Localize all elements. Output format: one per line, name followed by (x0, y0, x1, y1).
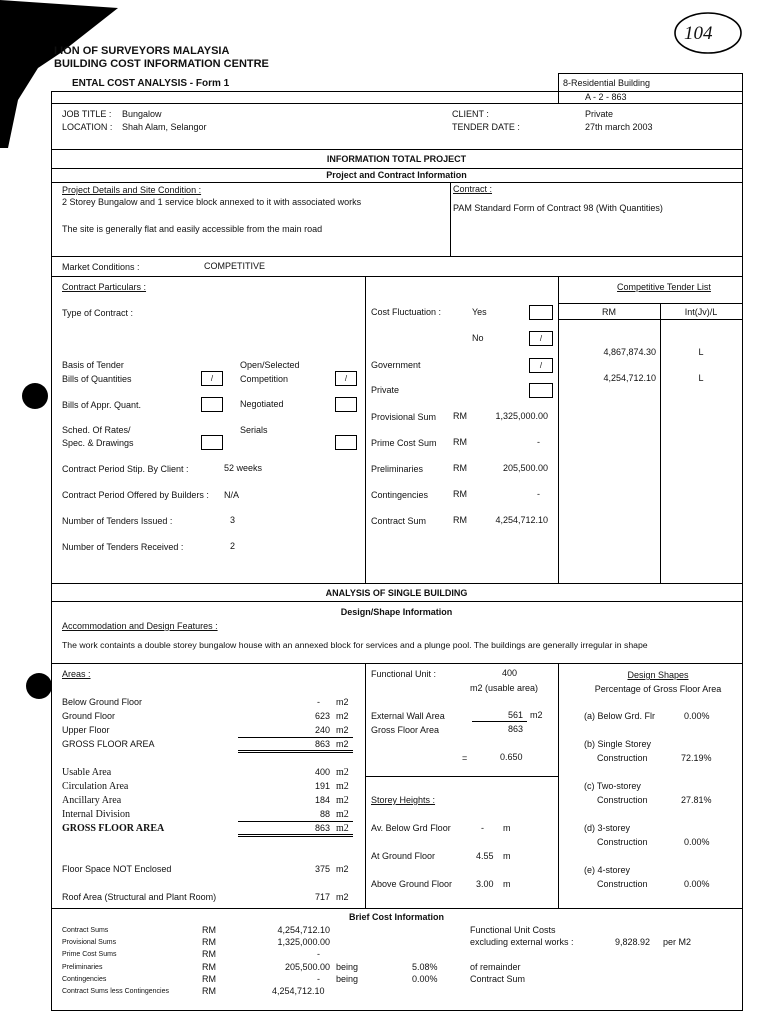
tenders-issued-label: Number of Tenders Issued : (62, 516, 173, 526)
tender-list-heading: Competitive Tender List (617, 282, 711, 292)
fluctuation-yes-checkbox[interactable] (529, 305, 553, 320)
shape-percentage: 72.19% (681, 753, 712, 763)
shape-label: Construction (597, 753, 648, 763)
punch-hole-mark (22, 383, 48, 409)
preliminaries-value: 205,500.00 (502, 463, 548, 473)
market-conditions-value: COMPETITIVE (204, 261, 266, 271)
area-label: GROSS FLOOR AREA (62, 739, 155, 749)
private-checkbox[interactable] (529, 383, 553, 398)
rule (51, 663, 742, 664)
area-value: 863 (314, 739, 330, 749)
brief-row-value: 4,254,712.10 (272, 986, 325, 996)
period-client-value: 52 weeks (224, 463, 263, 473)
shape-label: Construction (597, 837, 648, 847)
brief-row-currency: RM (202, 925, 216, 935)
accommodation-text: The work containts a double storey bungalow house with an annexed block for services and a plunge pool. The buildings are generally irregular in shape (62, 640, 648, 650)
market-conditions-label: Market Conditions : (62, 262, 140, 272)
shape-label: (a) Below Grd. Flr (584, 711, 656, 721)
spec-drawings-label: Spec. & Drawings (62, 438, 134, 448)
areas-heading: Areas : (62, 669, 91, 679)
area-label: Circulation Area (62, 781, 129, 792)
area-value: 240 (314, 725, 330, 735)
contract-form: PAM Standard Form of Contract 98 (With Quantities) (453, 203, 663, 213)
type-of-contract-label: Type of Contract : (62, 308, 134, 318)
functional-unit-label: Functional Unit : (371, 669, 437, 679)
functional-unit-cost-unit: per M2 (663, 937, 692, 947)
design-shapes-subheading: Percentage of Gross Floor Area (594, 684, 722, 694)
prime-cost-sum-value: - (537, 437, 540, 447)
provisional-sum-currency: RM (453, 411, 467, 421)
rule (51, 168, 742, 169)
brief-row-currency: RM (202, 974, 216, 984)
brief-row-label: Provisional Sums (62, 939, 117, 946)
frame-right (742, 73, 743, 1011)
tender-list-col-int: Int(Jv)/L (684, 307, 718, 317)
tender-date: 27th march 2003 (585, 122, 653, 132)
rule (238, 752, 353, 753)
area-value: 184 (314, 795, 330, 805)
area-unit: m2 (336, 697, 349, 707)
shape-percentage: 0.00% (684, 837, 710, 847)
rule (558, 663, 559, 908)
functional-unit-value: 400 (502, 668, 518, 678)
serials-checkbox[interactable] (335, 435, 357, 450)
area-label: Ground Floor (62, 711, 116, 721)
area-label: Below Ground Floor (62, 697, 143, 707)
rule (238, 834, 353, 835)
area-value: 623 (314, 711, 330, 721)
rule (51, 583, 742, 584)
brief-row-label: Contract Sums less Contingencies (62, 988, 169, 995)
org-centre: BUILDING COST INFORMATION CENTRE (54, 58, 269, 70)
shape-percentage: 27.81% (681, 795, 712, 805)
area-label: Upper Floor (62, 725, 110, 735)
category: 8-Residential Building (563, 78, 651, 88)
storey-height-value: 4.55 (476, 851, 494, 861)
area-unit: m2 (336, 892, 349, 902)
accommodation-heading: Accommodation and Design Features : (62, 621, 218, 631)
subsection-project-contract: Project and Contract Information (326, 170, 467, 180)
area-unit: m2 (336, 795, 349, 806)
tenders-received-label: Number of Tenders Received : (62, 542, 184, 552)
rule (365, 663, 366, 908)
storey-height-label: At Ground Floor (371, 851, 436, 861)
brief-row-value: - (317, 949, 320, 959)
rule (472, 721, 527, 722)
contract-sum-value: 4,254,712.10 (495, 515, 548, 525)
area-value: 717 (314, 892, 330, 902)
shape-label: (e) 4-storey (584, 865, 631, 875)
brief-row-currency: RM (202, 986, 216, 996)
brief-row-label: Preliminaries (62, 964, 103, 971)
contingencies-currency: RM (453, 489, 467, 499)
external-wall-label: External Wall Area (371, 711, 445, 721)
gross-floor-area-value: 863 (508, 724, 524, 734)
open-selected-label: Open/Selected (240, 360, 300, 370)
tender-amount: 4,867,874.30 (603, 347, 656, 357)
rule (238, 821, 353, 822)
job-title-label: JOB TITLE : (62, 109, 112, 119)
negotiated-label: Negotiated (240, 399, 284, 409)
client-label: CLIENT : (452, 109, 489, 119)
area-label: Usable Area (62, 767, 112, 778)
shape-label: (b) Single Storey (584, 739, 652, 749)
government-label: Government (371, 360, 421, 370)
storey-heights-heading: Storey Heights : (371, 795, 436, 805)
area-value: - (317, 697, 320, 707)
shape-label: (c) Two-storey (584, 781, 641, 791)
wall-floor-ratio: 0.650 (500, 752, 523, 762)
design-shapes-heading: Design Shapes (627, 670, 689, 680)
provisional-sum-value: 1,325,000.00 (495, 411, 548, 421)
brief-row-currency: RM (202, 937, 216, 947)
form-title: ENTAL COST ANALYSIS - Form 1 (72, 78, 230, 89)
site-condition-text: The site is generally flat and easily accessible from the main road (62, 224, 323, 234)
prime-cost-sum-currency: RM (453, 437, 467, 447)
rule (558, 303, 742, 304)
sched-of-rates-label: Sched. Of Rates/ (62, 425, 131, 435)
area-label: Roof Area (Structural and Plant Room) (62, 892, 217, 902)
functional-unit-cost-label: excluding external works : (470, 937, 574, 947)
cost-fluctuation-label: Cost Fluctuation : (371, 307, 442, 317)
tender-code: L (698, 373, 704, 383)
external-wall-value: 561 (508, 710, 524, 720)
area-unit: m2 (336, 781, 349, 792)
job-title: Bungalow (122, 109, 162, 119)
area-label: Floor Space NOT Enclosed (62, 864, 172, 874)
rule (365, 776, 558, 777)
brief-row-value: 4,254,712.10 (277, 925, 330, 935)
subsection-design-shape: Design/Shape Information (340, 607, 453, 617)
period-builders-label: Contract Period Offered by Builders : (62, 490, 209, 500)
rule (558, 276, 559, 583)
punch-hole-mark (26, 673, 52, 699)
area-label: Internal Division (62, 809, 131, 820)
area-unit: m2 (336, 823, 349, 834)
equals-sign: = (462, 753, 468, 763)
area-unit: m2 (336, 767, 349, 778)
rule (365, 276, 366, 583)
rule (558, 73, 559, 103)
area-label: Ancillary Area (62, 795, 122, 806)
client: Private (585, 109, 614, 119)
brief-cost-heading: Brief Cost Information (348, 912, 444, 922)
rule (51, 1010, 742, 1011)
page-number: 104 (684, 23, 713, 44)
brief-row-percentage: 5.08% (412, 962, 438, 972)
area-label: GROSS FLOOR AREA (62, 823, 165, 834)
prime-cost-sum-label: Prime Cost Sum (371, 438, 437, 448)
rule (51, 182, 742, 183)
project-details-heading: Project Details and Site Condition : (62, 185, 202, 195)
area-unit: m2 (336, 725, 349, 735)
tenders-issued-value: 3 (230, 515, 236, 525)
tenders-received-value: 2 (230, 541, 236, 551)
area-value: 400 (314, 767, 330, 777)
brief-row-being: being (336, 974, 359, 984)
functional-unit-cost-value: 9,828.92 (615, 937, 651, 947)
area-unit: m2 (336, 711, 349, 721)
shape-label: Construction (597, 879, 648, 889)
tender-date-label: TENDER DATE : (452, 122, 520, 132)
brief-row-label: Contract Sums (62, 927, 109, 934)
rule (238, 737, 353, 738)
storey-height-value: 3.00 (476, 879, 494, 889)
fluctuation-no-checkbox[interactable]: / (529, 331, 553, 346)
competition-checkbox[interactable]: / (335, 371, 357, 386)
brief-row-being: being (336, 962, 359, 972)
rule (238, 750, 353, 751)
storey-height-value: - (481, 823, 484, 833)
remainder-label: of remainder (470, 962, 521, 972)
rule (558, 91, 742, 92)
storey-height-unit: m (503, 851, 511, 861)
brief-row-percentage: 0.00% (412, 974, 438, 984)
shape-percentage: 0.00% (684, 711, 710, 721)
contingencies-value: - (537, 489, 540, 499)
area-unit: m2 (336, 739, 349, 749)
competition-label: Competition (240, 374, 289, 384)
bills-appr-quant-label: Bills of Appr. Quant. (62, 400, 142, 410)
area-unit: m2 (336, 864, 349, 874)
section-single-building: ANALYSIS OF SINGLE BUILDING (325, 588, 468, 598)
brief-row-value: - (317, 974, 320, 984)
gross-floor-area-label: Gross Floor Area (371, 725, 440, 735)
rule (660, 303, 661, 583)
tender-list-col-rm: RM (602, 307, 616, 317)
fluctuation-no-label: No (472, 333, 484, 343)
section-total-project: INFORMATION TOTAL PROJECT (326, 154, 467, 164)
contract-heading: Contract : (453, 184, 493, 194)
rule (51, 103, 742, 104)
period-client-label: Contract Period Stip. By Client : (62, 464, 189, 474)
bills-of-quantities-label: Bills of Quantities (62, 374, 132, 384)
brief-row-label: Prime Cost Sums (62, 951, 117, 958)
rule (51, 601, 742, 602)
contingencies-label: Contingencies (371, 490, 429, 500)
brief-row-value: 1,325,000.00 (277, 937, 330, 947)
area-unit: m2 (336, 809, 349, 820)
area-value: 863 (314, 823, 330, 833)
private-label: Private (371, 385, 400, 395)
bills-of-quantities-checkbox[interactable]: / (201, 371, 223, 386)
frame-left (51, 91, 52, 1011)
contract-particulars-heading: Contract Particulars : (62, 282, 147, 292)
shape-label: (d) 3-storey (584, 823, 631, 833)
storey-height-label: Av. Below Grd Floor (371, 823, 451, 833)
brief-row-currency: RM (202, 949, 216, 959)
basis-of-tender-label: Basis of Tender (62, 360, 124, 370)
storey-height-unit: m (503, 823, 511, 833)
storey-height-unit: m (503, 879, 511, 889)
serials-label: Serials (240, 425, 268, 435)
rule (51, 149, 742, 150)
rule (51, 908, 742, 909)
rule (51, 276, 742, 277)
area-value: 375 (314, 864, 330, 874)
government-checkbox[interactable]: / (529, 358, 553, 373)
project-details-text: 2 Storey Bungalow and 1 service block annexed to it with associated works (62, 197, 362, 207)
period-builders-value: N/A (224, 490, 240, 500)
reference-number: A - 2 - 863 (585, 92, 627, 102)
external-wall-unit: m2 (530, 710, 543, 720)
bills-appr-quant-checkbox[interactable] (201, 397, 223, 412)
fluctuation-yes-label: Yes (472, 307, 487, 317)
area-value: 191 (314, 781, 330, 791)
sched-of-rates-checkbox[interactable] (201, 435, 223, 450)
brief-row-currency: RM (202, 962, 216, 972)
functional-unit-desc: m2 (usable area) (470, 683, 539, 693)
rule (558, 319, 742, 320)
org-name: I ION OF SURVEYORS MALAYSIA (54, 45, 230, 57)
tender-amount: 4,254,712.10 (603, 373, 656, 383)
remainder-label: Contract Sum (470, 974, 526, 984)
rule (450, 182, 451, 256)
brief-row-value: 205,500.00 (284, 962, 330, 972)
functional-unit-cost-label: Functional Unit Costs (470, 925, 556, 935)
rule (558, 73, 742, 74)
shape-percentage: 0.00% (684, 879, 710, 889)
rule (238, 836, 353, 837)
tender-code: L (698, 347, 704, 357)
brief-row-label: Contingencies (62, 976, 107, 983)
storey-height-label: Above Ground Floor (371, 879, 453, 889)
preliminaries-currency: RM (453, 463, 467, 473)
negotiated-checkbox[interactable] (335, 397, 357, 412)
preliminaries-label: Preliminaries (371, 464, 424, 474)
contract-sum-currency: RM (453, 515, 467, 525)
rule (51, 256, 742, 257)
area-value: 88 (319, 809, 330, 819)
location: Shah Alam, Selangor (122, 122, 207, 132)
provisional-sum-label: Provisional Sum (371, 412, 437, 422)
location-label: LOCATION : (62, 122, 113, 132)
shape-label: Construction (597, 795, 648, 805)
contract-sum-label: Contract Sum (371, 516, 427, 526)
